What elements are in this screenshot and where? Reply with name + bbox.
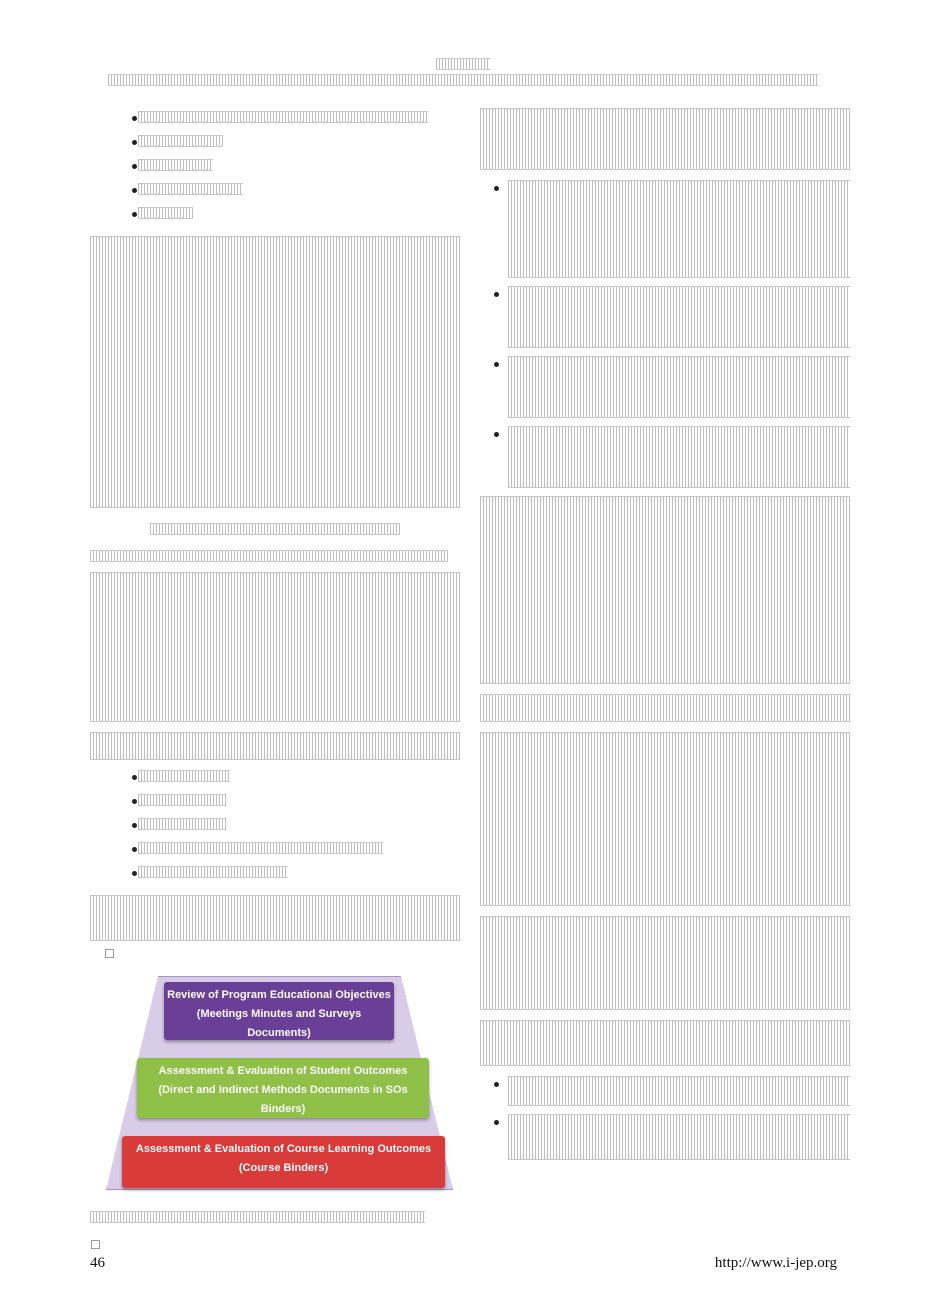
list-item bbox=[90, 794, 460, 815]
page-header bbox=[0, 56, 925, 86]
paragraph bbox=[480, 496, 850, 684]
list-item bbox=[480, 286, 850, 348]
left-column bbox=[90, 108, 460, 1231]
list-item bbox=[90, 866, 460, 887]
subsection-heading bbox=[90, 550, 460, 562]
footer-glyph: ☐ bbox=[90, 1238, 101, 1252]
course-outcomes-title: Assessment & Evaluation of Course Learning Outcomes bbox=[135, 1143, 432, 1155]
bullet-icon bbox=[132, 775, 137, 780]
student-outcomes-subtitle: (Direct and Indirect Methods Documents in SOs Binders) bbox=[158, 1084, 408, 1115]
bullet-list-middle bbox=[90, 770, 460, 887]
bullet-icon bbox=[132, 871, 137, 876]
list-item bbox=[480, 1114, 850, 1160]
journal-url: http://www.i-jep.org bbox=[714, 1255, 837, 1271]
bullet-icon bbox=[132, 823, 137, 828]
bullet-icon bbox=[494, 186, 499, 191]
paragraph bbox=[480, 916, 850, 1010]
right-column bbox=[480, 108, 850, 1168]
bullet-icon bbox=[132, 212, 137, 217]
paragraph bbox=[90, 732, 460, 760]
list-item bbox=[90, 770, 460, 791]
section-heading bbox=[90, 522, 460, 540]
list-item bbox=[480, 426, 850, 488]
peo-review-title: Review of Program Educational Objectives bbox=[167, 989, 391, 1001]
paragraph bbox=[480, 732, 850, 906]
list-item bbox=[480, 356, 850, 418]
list-item bbox=[480, 1076, 850, 1106]
list-item bbox=[90, 159, 460, 180]
bullet-icon bbox=[494, 1120, 499, 1125]
journal-name-line bbox=[436, 58, 490, 70]
figure-caption bbox=[90, 1211, 460, 1223]
bullet-icon bbox=[132, 140, 137, 145]
student-outcomes-title: Assessment & Evaluation of Student Outcomes bbox=[158, 1065, 408, 1077]
paragraph bbox=[90, 236, 460, 508]
bullet-icon bbox=[132, 847, 137, 852]
bullet-icon bbox=[132, 188, 137, 193]
list-item bbox=[90, 111, 460, 132]
paragraph bbox=[480, 1020, 850, 1066]
peo-review-subtitle: (Meetings Minutes and Surveys Documents) bbox=[196, 1008, 362, 1039]
paragraph bbox=[90, 572, 460, 722]
bullet-icon bbox=[494, 292, 499, 297]
peo-review-box bbox=[164, 982, 394, 1040]
bullet-list-right bbox=[480, 180, 850, 488]
list-item bbox=[90, 207, 460, 228]
list-item bbox=[480, 180, 850, 278]
bullet-icon bbox=[494, 432, 499, 437]
pyramid-figure bbox=[90, 972, 460, 1197]
running-title-line bbox=[108, 74, 818, 86]
list-item bbox=[90, 842, 460, 863]
list-item bbox=[90, 818, 460, 839]
bullet-icon bbox=[494, 362, 499, 367]
paragraph bbox=[90, 895, 460, 941]
paragraph bbox=[480, 108, 850, 170]
student-outcomes-box bbox=[137, 1058, 429, 1118]
bullet-list-top bbox=[90, 111, 460, 228]
bullet-icon bbox=[132, 164, 137, 169]
bullet-icon bbox=[132, 116, 137, 121]
bullet-icon bbox=[132, 799, 137, 804]
paragraph bbox=[480, 694, 850, 722]
course-outcomes-subtitle: (Course Binders) bbox=[238, 1162, 329, 1174]
bullet-list-right-bottom bbox=[480, 1076, 850, 1160]
list-item bbox=[90, 183, 460, 204]
list-item bbox=[90, 135, 460, 156]
page-number: 46 bbox=[90, 1255, 105, 1271]
course-outcomes-box bbox=[122, 1136, 445, 1188]
placeholder-glyph: ☐ bbox=[104, 947, 115, 961]
bullet-icon bbox=[494, 1082, 499, 1087]
